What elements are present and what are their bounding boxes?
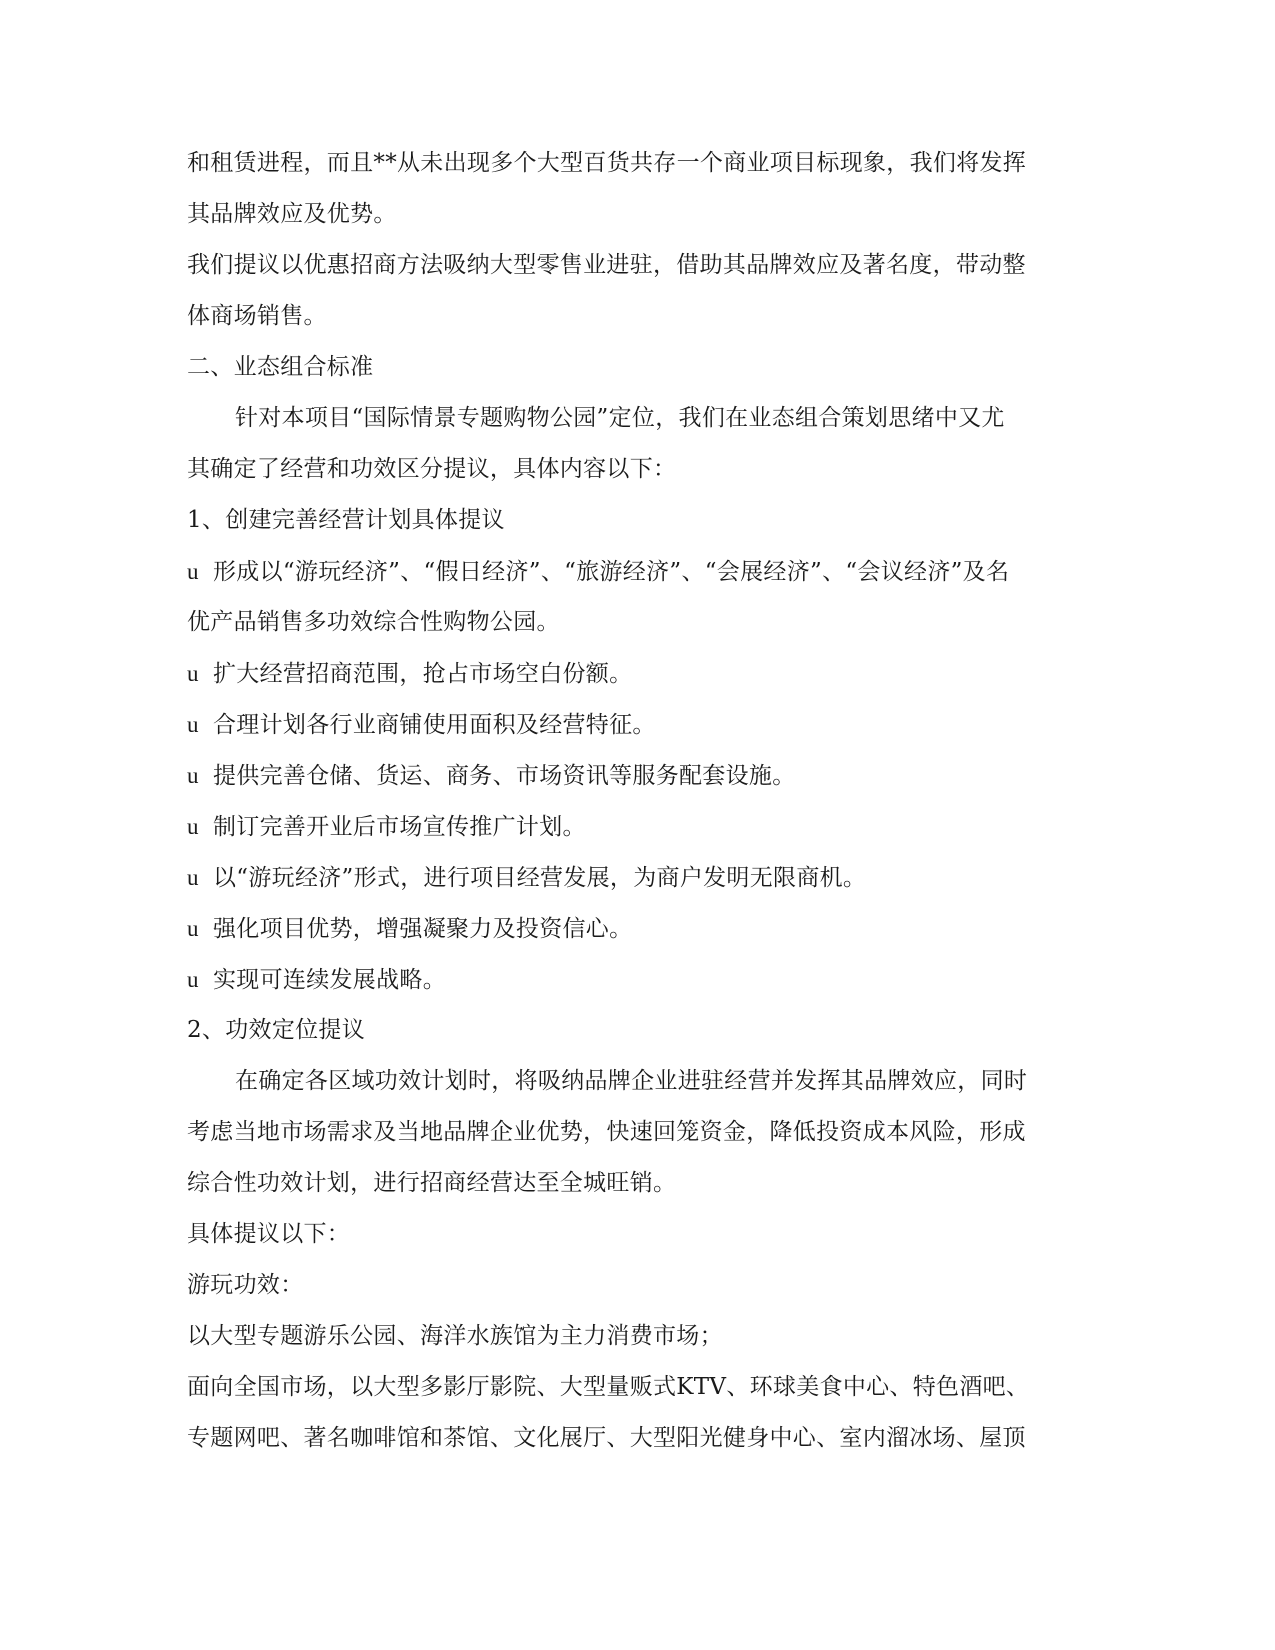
bullet-item [187, 954, 1087, 1005]
line-text: 专题网吧、著名咖啡馆和茶馆、文化展厅、大型阳光健身中心、室内溜冰场、屋顶 [187, 1425, 1026, 1451]
line-text: 和租赁进程，而且**从未出现多个大型百货共存一个商业项目标现象，我们将发挥 [187, 150, 1027, 176]
line-text: 我们提议以优惠招商方法吸纳大型零售业进驻，借助其品牌效应及著名度，带动整 [187, 252, 1026, 278]
text-line [187, 1413, 1087, 1464]
line-text: 其品牌效应及优势。 [187, 201, 397, 227]
line-text: 2、功效定位提议 [187, 1017, 366, 1043]
bullet-item [187, 546, 1087, 597]
line-text: 面向全国市场，以大型多影厅影院、大型量贩式KTV、环球美食中心、特色酒吧、 [187, 1374, 1030, 1400]
text-line [187, 597, 1087, 648]
text-line [187, 393, 1087, 444]
line-text: 实现可连续发展战略。 [213, 967, 446, 993]
line-text: 二、业态组合标准 [187, 354, 374, 380]
bullet-item [187, 648, 1087, 699]
text-line [187, 138, 1087, 189]
line-text: 以大型专题游乐公园、海洋水族馆为主力消费市场； [187, 1323, 723, 1349]
line-text: 体商场销售。 [187, 303, 327, 329]
text-line [187, 1005, 1087, 1056]
text-line [187, 1260, 1087, 1311]
text-line [187, 1311, 1087, 1362]
line-text: 综合性功效计划，进行招商经营达至全城旺销。 [187, 1170, 677, 1196]
line-text: 针对本项目“国际情景专题购物公园”定位，我们在业态组合策划思绪中又尤 [235, 405, 1005, 431]
text-line [187, 189, 1087, 240]
bullet-item [187, 903, 1087, 954]
text-line [187, 291, 1087, 342]
line-text: 优产品销售多功效综合性购物公园。 [187, 609, 560, 635]
bullet-item [187, 801, 1087, 852]
line-text: 提供完善仓储、货运、商务、市场资讯等服务配套设施。 [213, 763, 796, 789]
line-text: 在确定各区域功效计划时，将吸纳品牌企业进驻经营并发挥其品牌效应，同时 [235, 1068, 1028, 1094]
bullet-marker: u [187, 865, 199, 890]
line-text: 合理计划各行业商铺使用面积及经营特征。 [213, 712, 656, 738]
line-text: 强化项目优势，增强凝聚力及投资信心。 [213, 916, 633, 942]
text-line [187, 1107, 1087, 1158]
text-line [187, 1362, 1087, 1413]
bullet-marker: u [187, 763, 199, 788]
line-text: 制订完善开业后市场宣传推广计划。 [213, 814, 586, 840]
bullet-marker: u [187, 712, 199, 737]
text-line [187, 240, 1087, 291]
text-line [187, 495, 1087, 546]
line-text: 游玩功效： [187, 1272, 304, 1298]
bullet-marker: u [187, 661, 199, 686]
bullet-marker: u [187, 916, 199, 941]
text-line [187, 1056, 1087, 1107]
line-text: 具体提议以下： [187, 1221, 351, 1247]
bullet-marker: u [187, 559, 199, 584]
document-body [187, 138, 1087, 1464]
line-text: 考虑当地市场需求及当地品牌企业优势，快速回笼资金，降低投资成本风险，形成 [187, 1119, 1026, 1145]
text-line [187, 1158, 1087, 1209]
bullet-item [187, 750, 1087, 801]
line-text: 形成以“游玩经济”、“假日经济”、“旅游经济”、“会展经济”、“会议经济”及名 [213, 559, 1010, 585]
bullet-item [187, 699, 1087, 750]
bullet-item [187, 852, 1087, 903]
line-text: 1、创建完善经营计划具体提议 [187, 507, 505, 533]
line-text: 其确定了经营和功效区分提议，具体内容以下： [187, 456, 677, 482]
line-text: 扩大经营招商范围，抢占市场空白份额。 [213, 661, 633, 687]
line-text: 以“游玩经济”形式，进行项目经营发展，为商户发明无限商机。 [213, 865, 867, 891]
text-line [187, 342, 1087, 393]
text-line [187, 1209, 1087, 1260]
bullet-marker: u [187, 967, 199, 992]
text-line [187, 444, 1087, 495]
bullet-marker: u [187, 814, 199, 839]
